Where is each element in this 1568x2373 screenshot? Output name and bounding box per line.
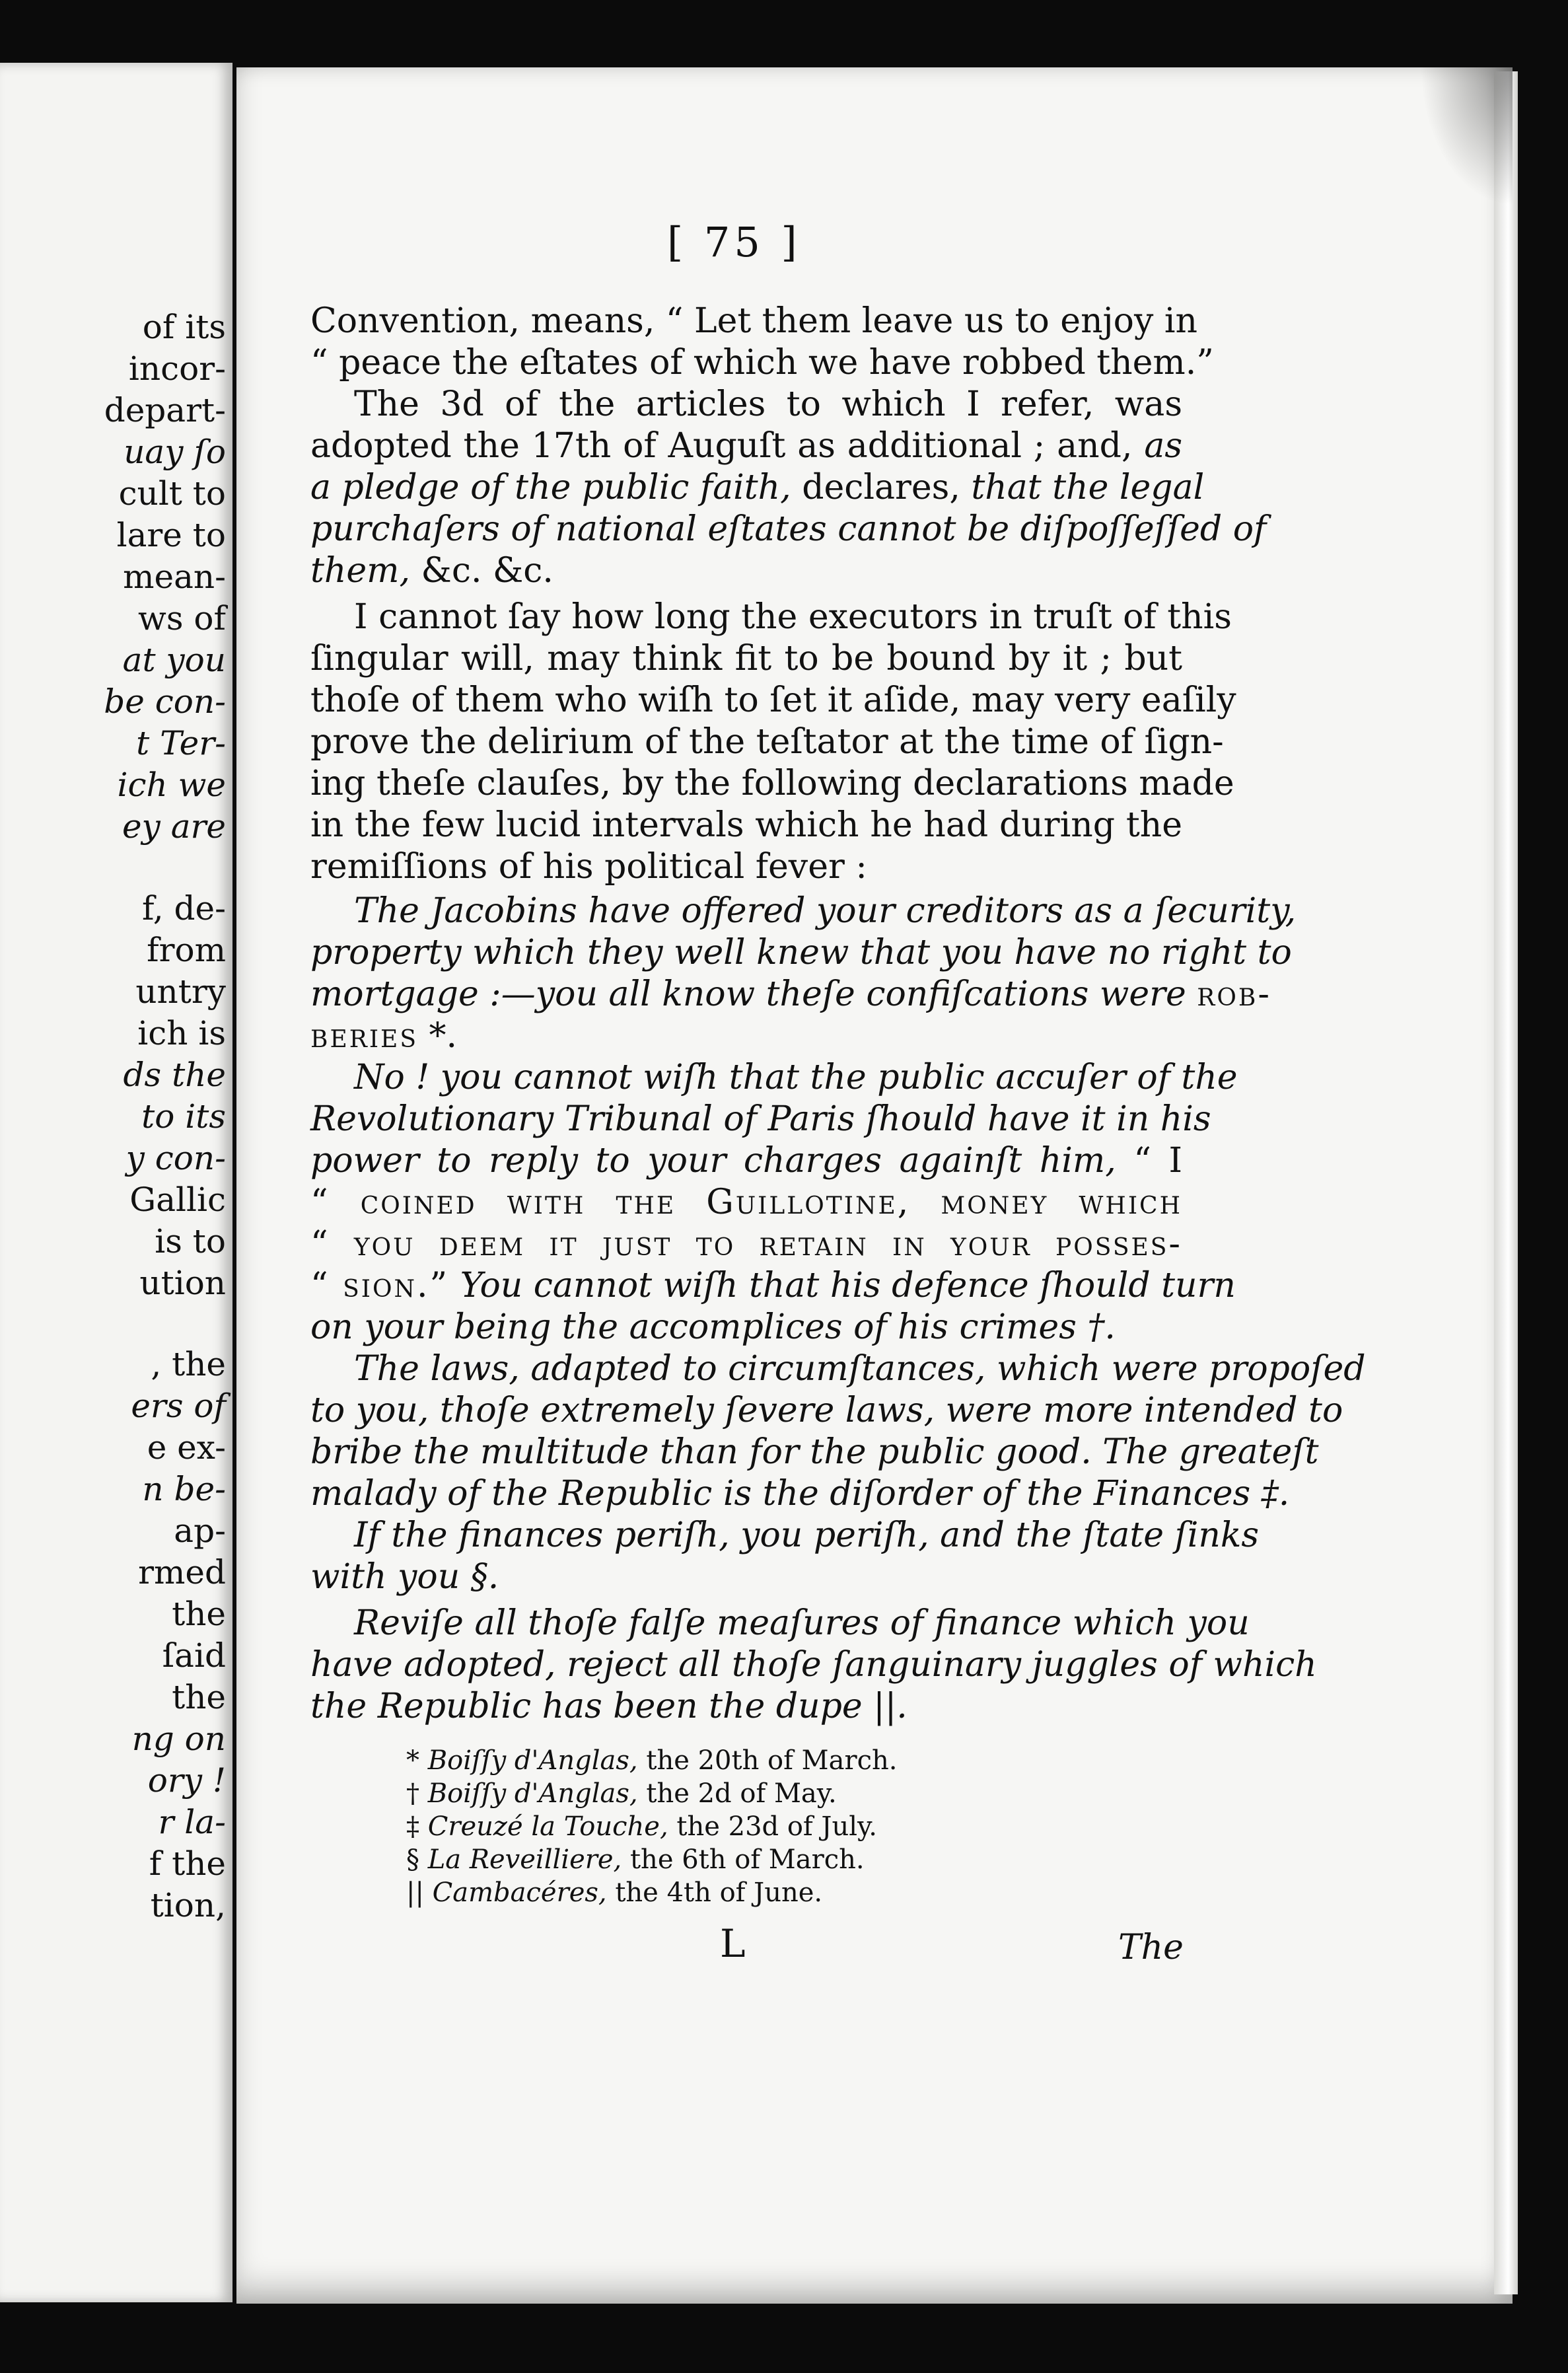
body-line: adopted the 17th of Auguſt as additional ; and, as [310, 426, 1183, 466]
previous-page-line: f the [149, 1844, 226, 1883]
body-line: purchaſers of national eſtates cannot be diſpoſſeſſed of [310, 509, 1267, 549]
previous-page-line: ws of [138, 599, 226, 638]
previous-page-line: ution [139, 1264, 226, 1302]
previous-page-line: Gallic [129, 1181, 226, 1219]
footnote-name: Creuzé la Touche, [427, 1811, 668, 1842]
previous-page-line: y con- [125, 1139, 226, 1177]
previous-page-line: r la- [158, 1803, 226, 1841]
previous-page-line: of its [142, 308, 226, 346]
previous-page-line: n be- [142, 1470, 226, 1508]
body-line: remiſſions of his political fever : [310, 847, 867, 887]
quote-line: Reviſe all thoſe falſe meaſures of finance which you [354, 1603, 1250, 1643]
body-line: in the few lucid intervals which he had during the [310, 805, 1182, 845]
footnote-mark: * [406, 1745, 419, 1776]
quote-line: power to reply to your charges againſt him, “ I [310, 1141, 1182, 1181]
previous-page-line: tion, [150, 1886, 226, 1924]
quote-line: The laws, adapted to circumſtances, which were propoſed [354, 1349, 1366, 1389]
quote-line: The Jacobins have offered your creditors as a ſecurity, [354, 891, 1297, 931]
previous-page-line: ich we [117, 766, 226, 804]
body-line: ing theſe clauſes, by the following declarations made [310, 764, 1234, 803]
quote-line: “ coined with the Guillotine, money which [310, 1183, 1182, 1222]
footnote-name: Cambacéres, [432, 1878, 607, 1908]
quote-line: If the finances periſh, you periſh, and the ſtate ſinks [354, 1515, 1260, 1555]
previous-page-line: the [172, 1678, 226, 1716]
previous-page-line: cult to [118, 474, 226, 513]
body-line: ſingular will, may think fit to be bound by it ; but [310, 639, 1182, 678]
footnote-text: the 4th of June. [615, 1878, 823, 1908]
previous-page-line: f, de- [141, 889, 226, 928]
footnote-mark: § [406, 1844, 419, 1875]
page-number: [ 75 ] [667, 218, 801, 266]
footnote-text: the 2d of May. [646, 1778, 837, 1809]
body-line: I cannot ſay how long the executors in truſt of this [354, 597, 1232, 637]
previous-page-line: ers of [131, 1387, 226, 1425]
previous-page-line: at you [122, 641, 226, 679]
previous-page-line: ng on [131, 1720, 226, 1758]
previous-page-line: ich is [137, 1014, 226, 1052]
footnote-text: the 20th of March. [646, 1745, 898, 1776]
catchword: The [1118, 1928, 1184, 1967]
previous-page-line: lare to [116, 516, 226, 554]
previous-page-line: untry [135, 972, 226, 1011]
footnote [406, 1810, 877, 1843]
previous-page-line: ſaid [162, 1636, 226, 1675]
previous-page-line: is to [155, 1222, 226, 1260]
previous-page-line: uay ſo [124, 433, 226, 471]
previous-page-line: ds the [123, 1056, 226, 1094]
previous-page-line: ap- [174, 1512, 226, 1550]
body-line: prove the delirium of the teſtator at the time of ſign- [310, 722, 1224, 762]
body-line: Convention, means, “ Let them leave us to enjoy in [310, 301, 1198, 341]
footnote [406, 1843, 865, 1876]
quote-line: property which they well knew that you have no right to [310, 933, 1292, 972]
body-line: thoſe of them who wiſh to ſet it aſide, may very eaſily [310, 680, 1236, 720]
previous-page-line: , the [151, 1345, 226, 1383]
previous-page-line: ory ! [147, 1761, 226, 1800]
page-stain [1420, 67, 1513, 206]
previous-page-line: e ex- [147, 1428, 226, 1467]
quote-line: have adopted, reject all thoſe ſanguinary juggles of which [310, 1645, 1317, 1685]
body-line: a pledge of the public faith, declares, that the legal [310, 468, 1205, 507]
quote-line: bribe the multitude than for the public good. The greateſt [310, 1432, 1319, 1472]
footnote [406, 1777, 837, 1810]
footnote-text: the 6th of March. [629, 1844, 865, 1875]
body-line: The 3d of the articles to which I refer, was [354, 384, 1182, 424]
previous-page-fragment [0, 63, 232, 2302]
quote-line: malady of the Republic is the diſorder of the Finances ‡. [310, 1474, 1290, 1514]
quote-line: to you, thoſe extremely ſevere laws, were more intended to [310, 1391, 1343, 1430]
quote-line: “ you deem it just to retain in your posses- [310, 1224, 1183, 1264]
previous-page-line: depart- [104, 391, 226, 429]
quote-line: the Republic has been the dupe ||. [310, 1687, 908, 1726]
previous-page-line: from [147, 931, 226, 969]
footnote [406, 1744, 897, 1777]
previous-page-line: t Ter- [136, 724, 226, 762]
previous-page-line: mean- [123, 558, 226, 596]
quote-line: on your being the accomplices of his crimes †. [310, 1307, 1116, 1347]
quote-line: mortgage :—you all know theſe confiſcations were rob- [310, 974, 1271, 1014]
quote-line: Revolutionary Tribunal of Paris ſhould have it in his [310, 1099, 1211, 1139]
quote-line: beries *. [310, 1016, 458, 1056]
quote-line: with you §. [310, 1557, 499, 1597]
footnote-name: Boiſſy d'Anglas, [427, 1778, 638, 1809]
footnote-mark: ‡ [406, 1811, 419, 1842]
previous-page-line: be con- [104, 682, 226, 721]
footnote-name: La Reveilliere, [427, 1844, 622, 1875]
body-line: “ peace the eſtates of which we have robbed them.” [310, 343, 1214, 383]
quote-line: No ! you cannot wiſh that the public accuſer of the [354, 1058, 1238, 1097]
previous-page-line: incor- [128, 349, 226, 388]
signature-mark: L [720, 1921, 746, 1966]
footnote-text: the 23d of July. [676, 1811, 878, 1842]
quote-line: “ sion.” You cannot wiſh that his defence ſhould turn [310, 1266, 1236, 1305]
footnote-name: Boiſſy d'Anglas, [427, 1745, 638, 1776]
footnote [406, 1876, 822, 1909]
previous-page-line: rmed [138, 1553, 226, 1591]
previous-page-line: to its [141, 1097, 226, 1136]
page-edge [1494, 71, 1518, 2294]
footnote-mark: || [406, 1878, 424, 1908]
footnote-mark: † [406, 1778, 419, 1809]
body-line: them, &c. &c. [310, 551, 553, 591]
previous-page-line: ey are [122, 807, 226, 846]
previous-page-line: the [172, 1595, 226, 1633]
